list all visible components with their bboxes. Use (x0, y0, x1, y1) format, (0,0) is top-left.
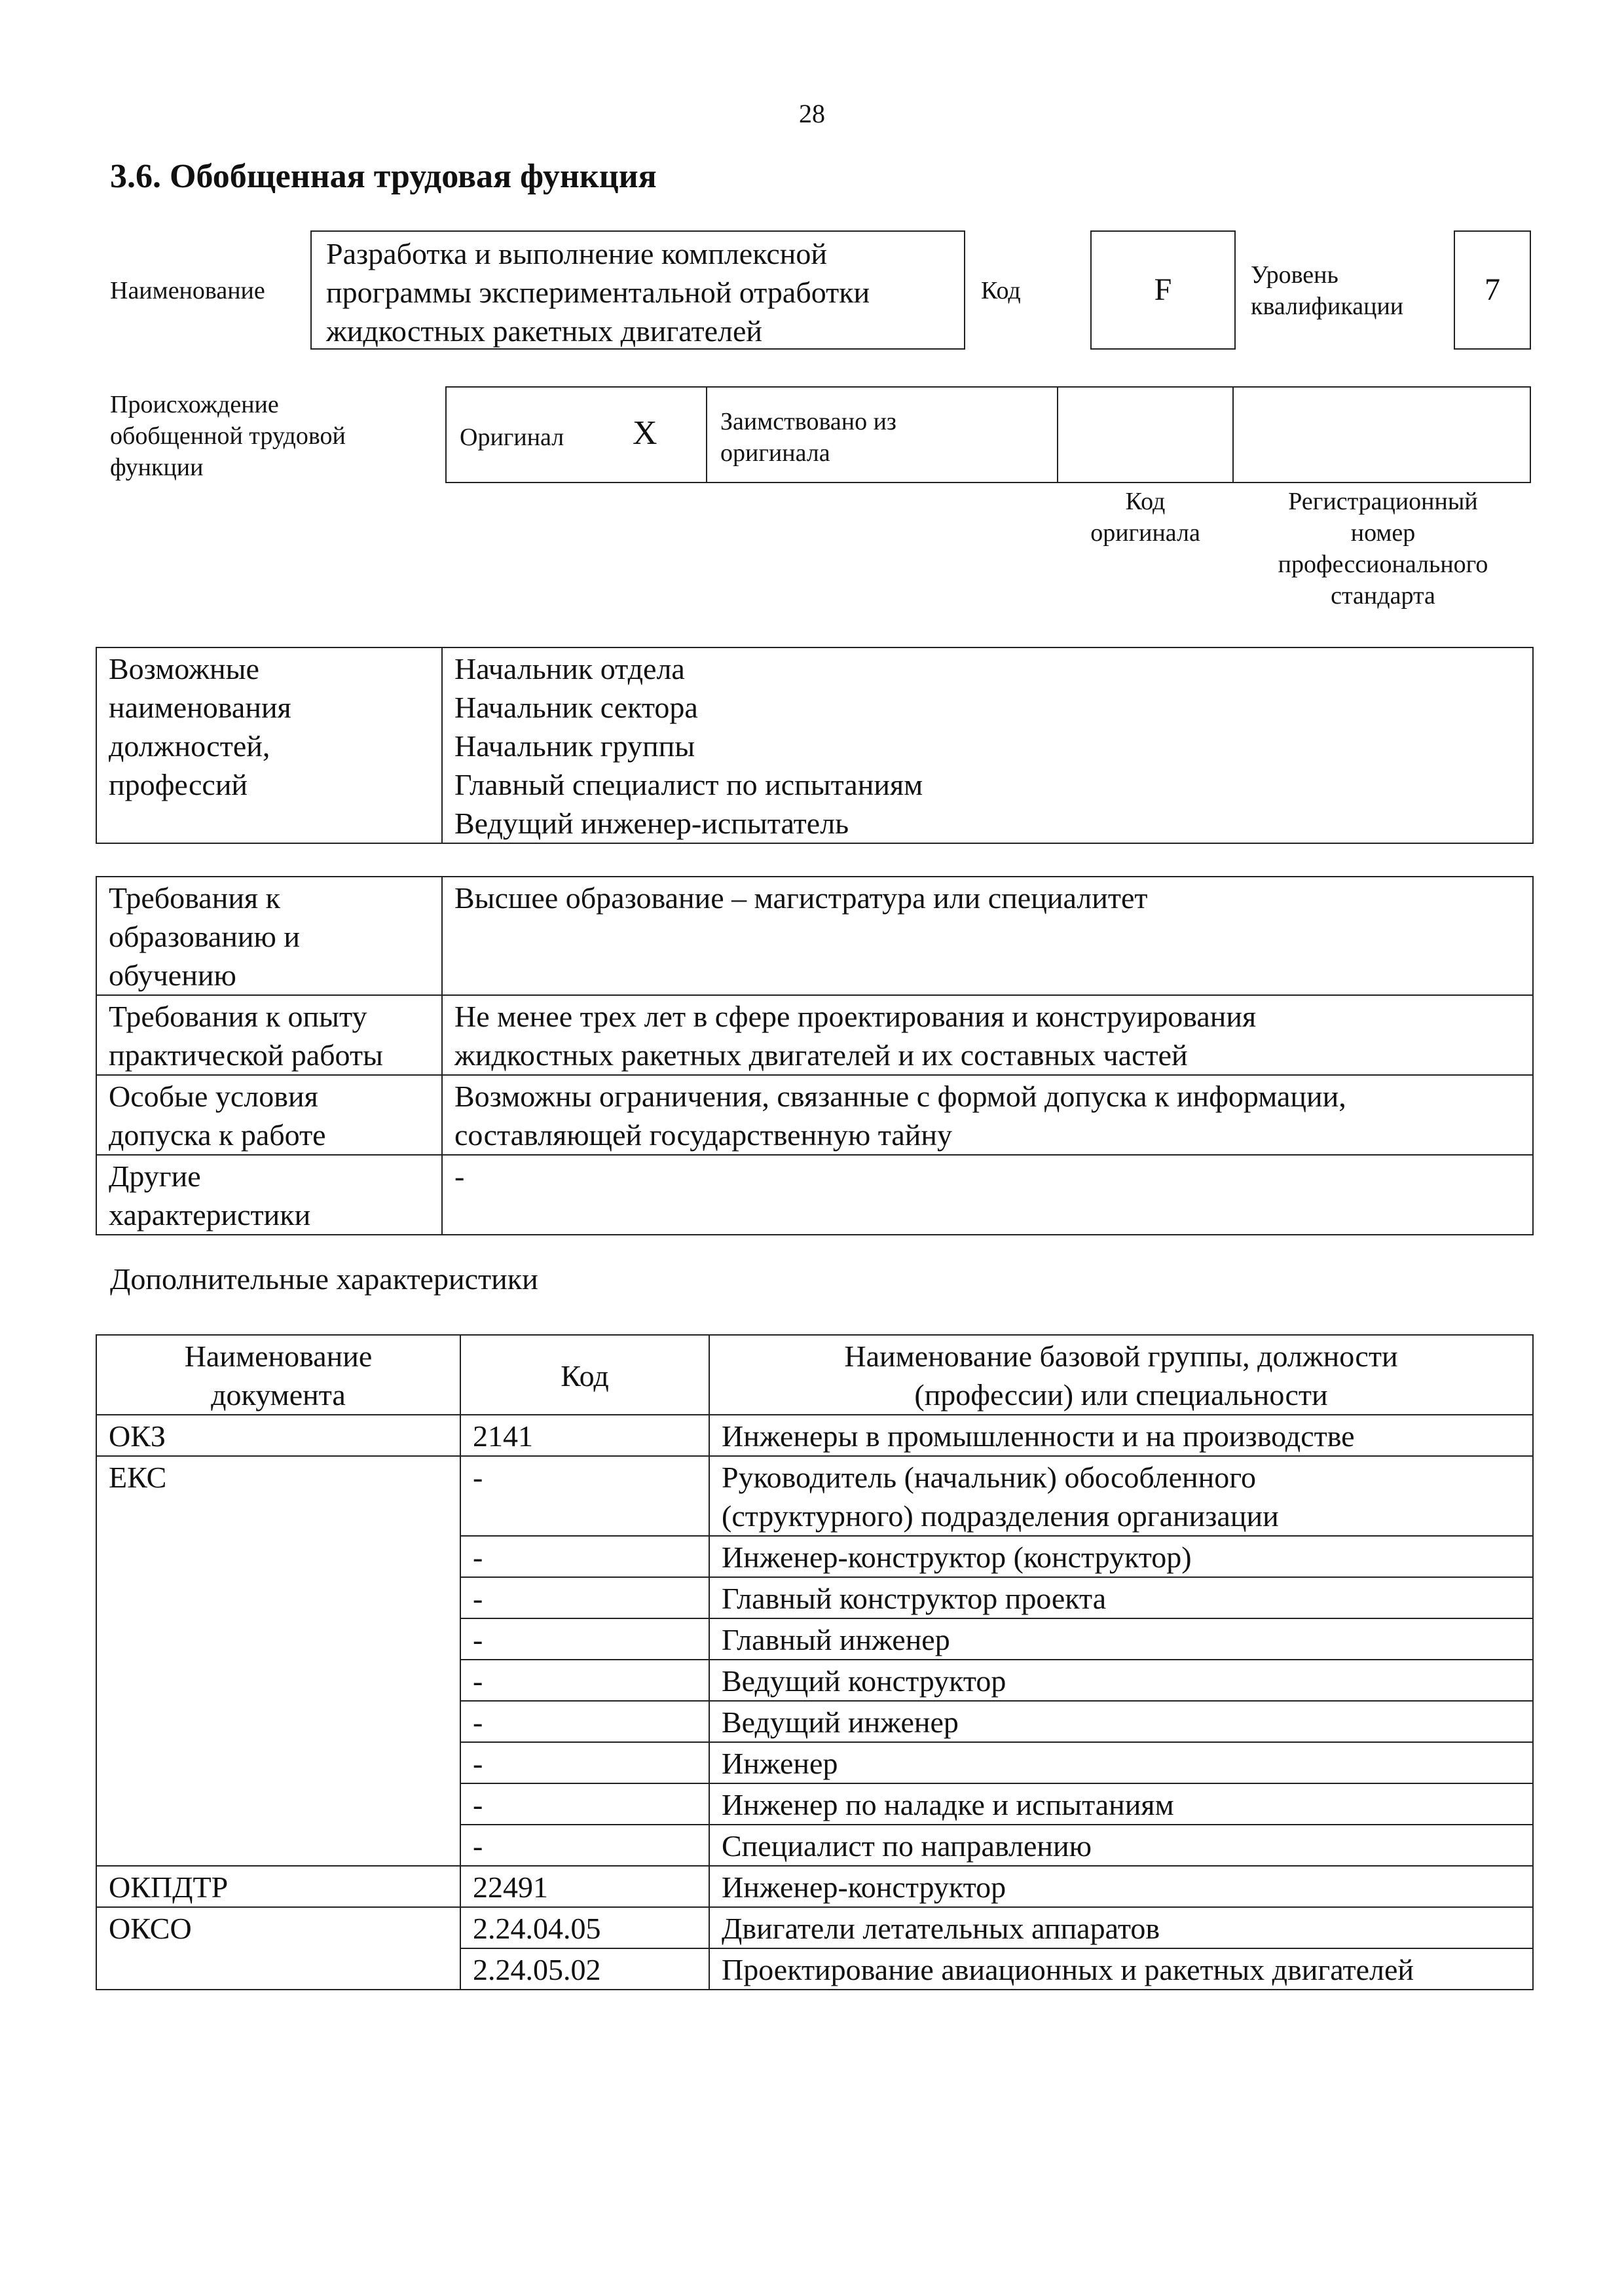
code-value-box: F (1090, 230, 1236, 350)
name-label: Наименование (110, 277, 265, 304)
table-row (96, 1415, 1533, 1456)
name-cell: Специалист по направлению (709, 1825, 1533, 1866)
table-row (96, 1155, 1533, 1235)
req-value-line: Высшее образование – магистратура или специалитет (454, 881, 1148, 915)
doc-cell (96, 1577, 460, 1618)
position-item: Начальник сектора (454, 691, 698, 724)
positions-label-line: профессий (109, 768, 248, 801)
origin-box (445, 386, 1531, 483)
caption-line: номер (1350, 519, 1416, 547)
req-label-cell (96, 877, 442, 995)
code-cell: - (460, 1577, 709, 1618)
code-cell: 22491 (460, 1866, 709, 1907)
header-cell-name (709, 1335, 1533, 1415)
table-row (96, 1075, 1533, 1155)
positions-label-line: Возможные (109, 652, 259, 685)
name-cell: Главный конструктор проекта (709, 1577, 1533, 1618)
doc-cell (96, 1618, 460, 1660)
level-label-line: Уровень (1251, 261, 1338, 289)
positions-label-line: должностей, (109, 729, 270, 763)
req-value-cell (442, 1155, 1533, 1235)
reg-number-caption (1234, 486, 1532, 611)
req-label-line: образованию и (109, 920, 300, 953)
code-original-caption (1057, 486, 1234, 549)
caption-line: Регистрационный (1288, 488, 1478, 515)
name-cell: Инженер-конструктор (конструктор) (709, 1536, 1533, 1577)
positions-label-cell (96, 647, 442, 843)
code-cell: 2.24.05.02 (460, 1948, 709, 1990)
caption-line: Код (1125, 488, 1166, 515)
doc-cell (96, 1536, 460, 1577)
name-line: Руководитель (начальник) обособленного (722, 1461, 1257, 1494)
original-mark: X (633, 414, 657, 452)
req-label-line: обучению (109, 958, 236, 992)
position-item: Главный специалист по испытаниям (454, 768, 923, 801)
req-value-cell (442, 995, 1533, 1075)
req-value-line: жидкостных ракетных двигателей и их составных частей (454, 1038, 1188, 1072)
level-label (1251, 259, 1403, 322)
name-value-line: программы экспериментальной отработки (326, 276, 870, 309)
origin-label-line: обобщенной трудовой (110, 422, 346, 450)
req-value-line: Возможны ограничения, связанные с формой допуска к информации, (454, 1080, 1346, 1113)
doc-cell (96, 1742, 460, 1783)
req-value-line: - (454, 1159, 465, 1193)
level-value-box: 7 (1454, 230, 1531, 350)
doc-cell: ЕКС (96, 1456, 460, 1536)
page-number: 28 (799, 99, 825, 128)
position-item: Начальник группы (454, 729, 695, 763)
table-row (96, 877, 1533, 995)
name-line: (структурного) подразделения организации (722, 1499, 1279, 1533)
position-item: Ведущий инженер-испытатель (454, 807, 849, 840)
header-cell-doc (96, 1335, 460, 1415)
code-cell: - (460, 1660, 709, 1701)
name-cell: Двигатели летательных аппаратов (709, 1907, 1533, 1948)
caption-line: профессионального (1278, 551, 1488, 578)
caption-line: стандарта (1331, 582, 1435, 610)
doc-cell (96, 1783, 460, 1825)
table-header-row (96, 1335, 1533, 1415)
doc-cell (96, 1660, 460, 1701)
borrowed-label (720, 406, 896, 469)
doc-cell: ОКСО (96, 1907, 460, 1948)
req-label-cell (96, 995, 442, 1075)
level-label-line: квалификации (1251, 293, 1404, 320)
positions-table (96, 647, 1534, 844)
code-cell: - (460, 1701, 709, 1742)
name-cell: Инженер (709, 1742, 1533, 1783)
origin-label-line: Происхождение (110, 391, 279, 418)
doc-cell: ОКЗ (96, 1415, 460, 1456)
req-value-line: составляющей государственную тайну (454, 1118, 953, 1152)
header-line: Код (561, 1358, 609, 1393)
doc-cell (96, 1825, 460, 1866)
req-label-line: практической работы (109, 1038, 383, 1072)
table-row (96, 1536, 1533, 1577)
positions-values-cell (442, 647, 1533, 843)
borrowed-label-line: оригинала (720, 439, 830, 467)
name-cell (709, 1456, 1533, 1536)
code-cell: - (460, 1456, 709, 1536)
position-item: Начальник отдела (454, 652, 685, 685)
name-cell: Ведущий инженер (709, 1701, 1533, 1742)
table-row (96, 1618, 1533, 1660)
table-row (96, 1948, 1533, 1990)
origin-label (110, 389, 346, 483)
borrowed-label-line: Заимствовано из (720, 408, 896, 435)
code-cell: 2.24.04.05 (460, 1907, 709, 1948)
req-label-cell (96, 1155, 442, 1235)
name-value-box (310, 230, 965, 350)
req-value-cell (442, 1075, 1533, 1155)
name-value-line: Разработка и выполнение комплексной (326, 237, 828, 270)
section-title: 3.6. Обобщенная трудовая функция (110, 158, 657, 195)
req-label-line: характеристики (109, 1198, 311, 1231)
table-row (96, 1866, 1533, 1907)
table-row (96, 1456, 1533, 1536)
header-line: документа (211, 1378, 346, 1412)
doc-cell (96, 1701, 460, 1742)
code-label: Код (981, 277, 1021, 304)
code-cell: - (460, 1742, 709, 1783)
header-line: (профессии) или специальности (914, 1378, 1328, 1412)
name-cell: Инженер по наладке и испытаниям (709, 1783, 1533, 1825)
name-value-line: жидкостных ракетных двигателей (326, 314, 763, 348)
original-label: Оригинал (460, 424, 564, 451)
code-cell: - (460, 1618, 709, 1660)
table-row (96, 1783, 1533, 1825)
name-cell: Ведущий конструктор (709, 1660, 1533, 1701)
table-row (96, 1825, 1533, 1866)
caption-line: оригинала (1090, 519, 1200, 547)
table-row (96, 1907, 1533, 1948)
additional-title: Дополнительные характеристики (110, 1262, 538, 1296)
positions-label-line: наименования (109, 691, 291, 724)
name-cell: Инженеры в промышленности и на производстве (709, 1415, 1533, 1456)
doc-cell: ОКПДТР (96, 1866, 460, 1907)
table-row (96, 1742, 1533, 1783)
req-label-line: Другие (109, 1159, 201, 1193)
table-row (96, 1701, 1533, 1742)
doc-cell (96, 1948, 460, 1990)
additional-table (96, 1334, 1534, 1990)
header-cell-code (460, 1335, 709, 1415)
requirements-table (96, 876, 1534, 1235)
origin-label-line: функции (110, 454, 204, 481)
table-row (96, 1660, 1533, 1701)
code-cell: - (460, 1536, 709, 1577)
table-row (96, 647, 1533, 843)
table-row (96, 1577, 1533, 1618)
req-label-line: Особые условия (109, 1080, 318, 1113)
name-cell: Инженер-конструктор (709, 1866, 1533, 1907)
req-label-line: Требования к опыту (109, 1000, 367, 1033)
name-cell: Проектирование авиационных и ракетных двигателей (709, 1948, 1533, 1990)
code-cell: - (460, 1783, 709, 1825)
header-line: Наименование базовой группы, должности (844, 1339, 1398, 1373)
table-row (96, 995, 1533, 1075)
header-line: Наименование (184, 1339, 373, 1373)
req-label-line: допуска к работе (109, 1118, 326, 1152)
name-cell: Главный инженер (709, 1618, 1533, 1660)
req-value-line: Не менее трех лет в сфере проектирования и конструирования (454, 1000, 1257, 1033)
req-label-cell (96, 1075, 442, 1155)
req-value-cell (442, 877, 1533, 995)
req-label-line: Требования к (109, 881, 280, 915)
code-cell: 2141 (460, 1415, 709, 1456)
code-cell: - (460, 1825, 709, 1866)
